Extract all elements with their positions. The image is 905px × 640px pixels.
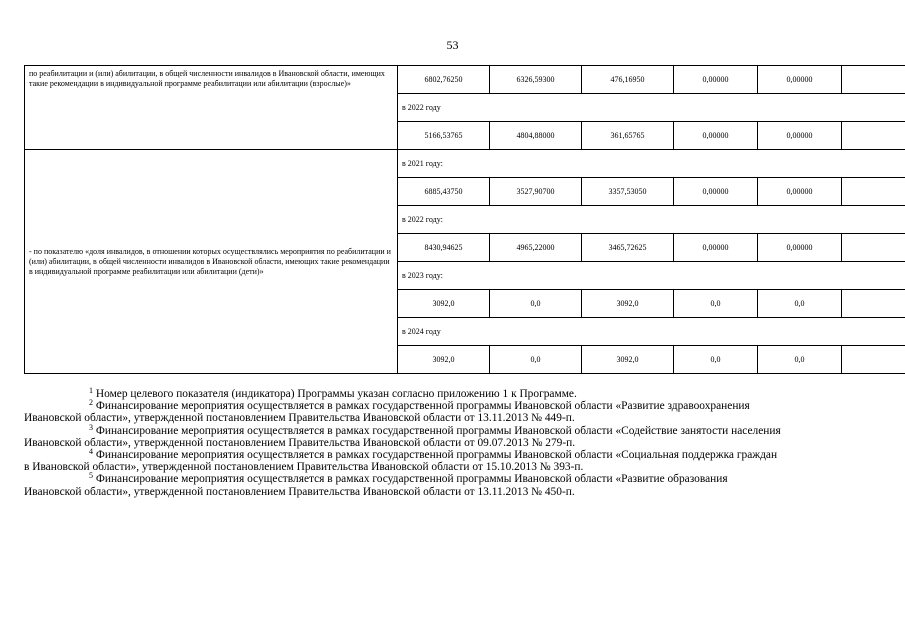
table-cell (842, 178, 905, 206)
table-cell: 0,00000 (758, 234, 842, 262)
footnotes (24, 386, 882, 498)
footnote-text: Финансирование мероприятия осуществляется в рамках государственной программы Ивановской области «Развитие здравоохранения (95, 400, 750, 413)
footnote-text: Номер целевого показателя (индикатора) Программы указан согласно приложению 1 к Программе. (95, 388, 577, 400)
year-label: в 2023 году: (398, 262, 905, 290)
table-cell: 3092,0 (582, 290, 674, 318)
table-cell: 8430,94625 (398, 234, 490, 262)
table-cell (842, 122, 905, 150)
footnote-2 (24, 398, 882, 425)
table-cell: 4965,22000 (490, 234, 582, 262)
table-cell: 4804,88000 (490, 122, 582, 150)
table-cell (842, 234, 905, 262)
footnote-number: 1 (89, 386, 93, 395)
table-cell: 3465,72625 (582, 234, 674, 262)
table-cell: 361,65765 (582, 122, 674, 150)
table-cell: 0,00000 (674, 66, 758, 94)
table-cell: 0,00000 (758, 122, 842, 150)
table-cell: 3092,0 (582, 346, 674, 374)
table-cell: 0,0 (758, 346, 842, 374)
table-cell: 3527,90700 (490, 178, 582, 206)
table-cell: 5166,53765 (398, 122, 490, 150)
footnote-number: 4 (89, 447, 93, 457)
year-label: в 2024 году (398, 318, 905, 346)
table-cell: 3357,53050 (582, 178, 674, 206)
table-cell: 3092,0 (398, 346, 490, 374)
indicator-description-adults: по реабилитации и (или) абилитации, в общей численности инвалидов в Ивановской области, имеющих такие рекомендации в индивидуальной программе реабилитации или абилитации (взрослые)» (25, 66, 398, 150)
footnote-number: 5 (89, 471, 93, 481)
footnote-text-continuation: Ивановской области», утвержденной постановлением Правительства Ивановской области от 09.07.2013 № 279-п. (24, 436, 576, 449)
footnote-5 (24, 471, 882, 498)
table-cell: 0,00000 (674, 234, 758, 262)
table-cell: 3092,0 (398, 290, 490, 318)
table-cell (842, 290, 905, 318)
indicator-description-children: - по показателю «доля инвалидов, в отношении которых осуществлялись мероприятия по реабилитации и (или) абилитации, в общей численности инвалидов в Ивановской области, имеющих такие рекомендации в индивидуальной программе реабилитации или абилитации (дети)» (25, 150, 398, 374)
footnote-number: 2 (89, 398, 93, 408)
page-number: 53 (446, 38, 459, 52)
table-cell (842, 66, 905, 94)
table-cell: 0,0 (490, 290, 582, 318)
footnote-text: Финансирование мероприятия осуществляется в рамках государственной программы Ивановской области «Социальная поддержка граждан (95, 449, 778, 462)
footnote-1 (89, 388, 882, 400)
table-cell: 6802,76250 (398, 66, 490, 94)
table-cell: 0,00000 (674, 178, 758, 206)
footnote-text: Финансирование мероприятия осуществляется в рамках государственной программы Ивановской области «Содействие занятости населения (95, 424, 781, 437)
table-cell: 476,16950 (582, 66, 674, 94)
table-cell: 0,00000 (674, 122, 758, 150)
table-cell: 0,0 (674, 346, 758, 374)
table-cell: 0,0 (490, 346, 582, 374)
footnote-number: 3 (89, 422, 93, 432)
footnote-4 (24, 447, 882, 474)
table-cell: 0,0 (674, 290, 758, 318)
table-cell: 0,00000 (758, 66, 842, 94)
footnote-text-continuation: Ивановской области», утвержденной постановлением Правительства Ивановской области от 13.11.2013 № 449-п. (24, 412, 575, 425)
financing-table (24, 65, 905, 374)
year-label: в 2022 году: (398, 206, 905, 234)
footnote-text-continuation: Ивановской области», утвержденной постановлением Правительства Ивановской области от 13.11.2013 № 450-п. (24, 485, 575, 498)
table-cell (842, 346, 905, 374)
year-label: в 2021 году: (398, 150, 905, 178)
table-row (25, 150, 905, 178)
table-row (25, 66, 905, 94)
year-label: в 2022 году (398, 94, 905, 122)
table-cell: 0,00000 (758, 178, 842, 206)
table-cell: 6326,59300 (490, 66, 582, 94)
footnote-text: Финансирование мероприятия осуществляется в рамках государственной программы Ивановской области «Развитие образования (95, 473, 728, 486)
table-cell: 6885,43750 (398, 178, 490, 206)
footnote-text-continuation: в Ивановской области», утвержденной постановлением Правительства Ивановской области от 15.10.2013 № 393-п. (24, 461, 584, 474)
footnote-3 (24, 422, 882, 449)
table-cell: 0,0 (758, 290, 842, 318)
